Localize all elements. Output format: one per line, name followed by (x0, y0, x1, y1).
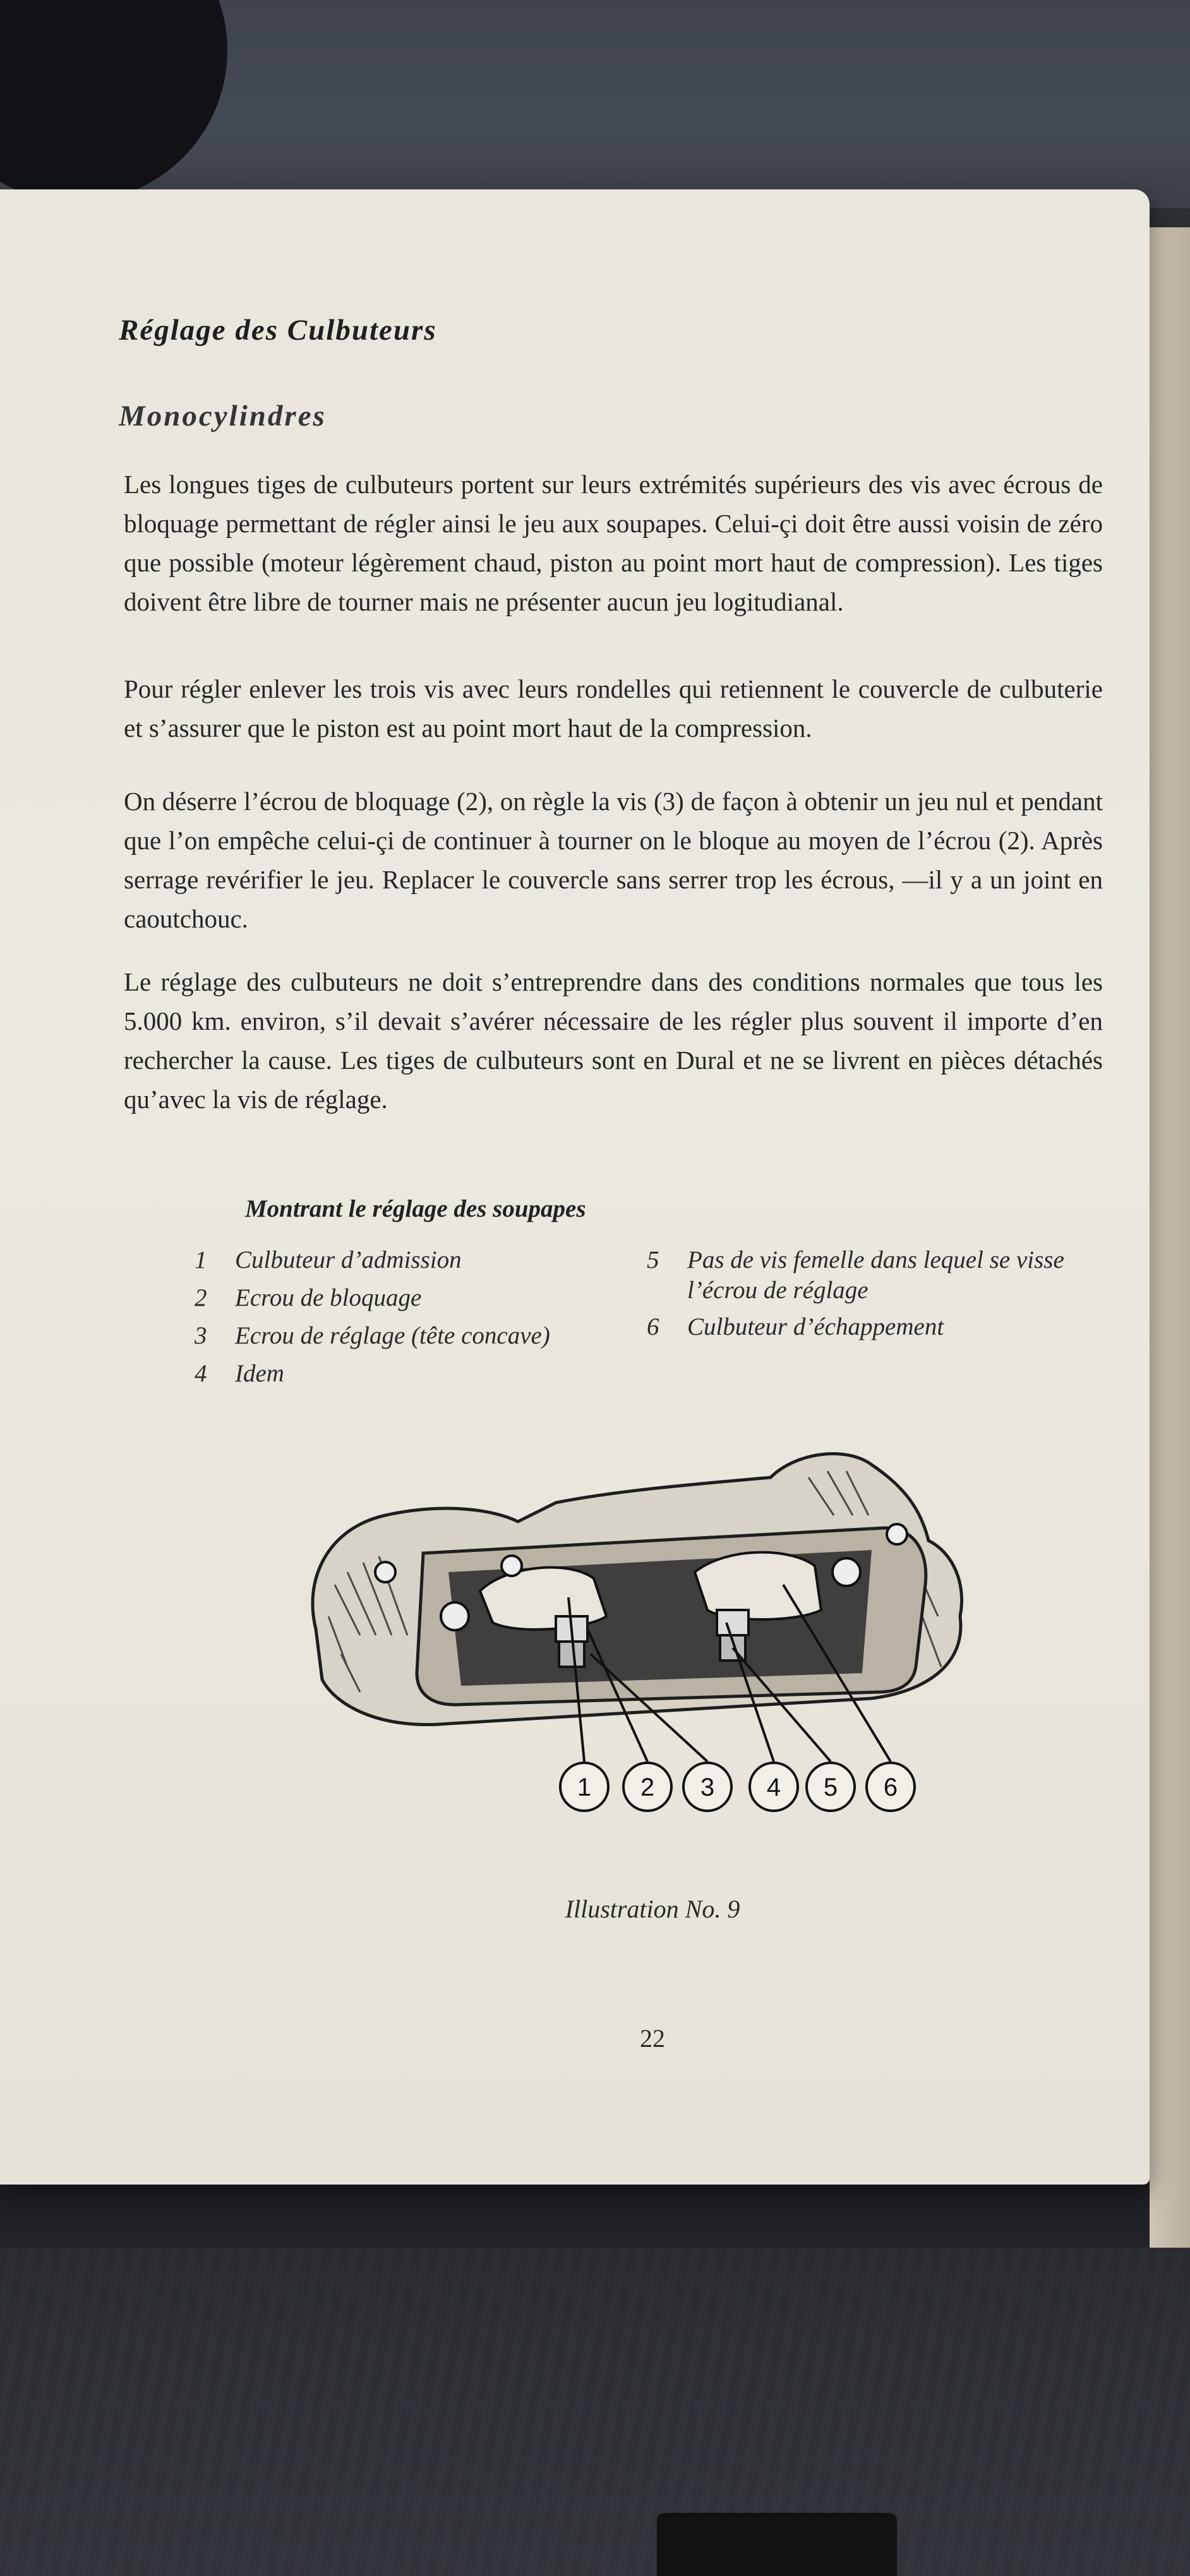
bolt (375, 1562, 395, 1582)
callout-label-1: 1 (577, 1774, 592, 1801)
book-page-edges (1150, 227, 1190, 2248)
bolt (441, 1602, 469, 1630)
callout-label-3: 3 (700, 1774, 715, 1801)
paragraph-4: Le réglage des culbuteurs ne doit s’entreprendre dans des conditions normales que tous les 5.000 km. environ, s’il devait s’avérer nécessaire de les régler plus souvent il importe d’en rechercher la cause. Les tiges de culbuteurs sont en Dural et ne se livrent en pièces détachés qu’avec la vis de réglage. (124, 967, 1103, 1114)
bolt (832, 1558, 860, 1586)
legend-text: Culbuteur d’admission (235, 1246, 462, 1273)
callout-label-5: 5 (823, 1774, 838, 1801)
adjusting-nut (559, 1642, 584, 1667)
section-heading: Réglage des Culbuteurs (119, 314, 437, 347)
exhaust-rocker (695, 1553, 821, 1619)
callout-label-4: 4 (766, 1774, 781, 1801)
page-number: 22 (640, 2024, 665, 2053)
legend-text: Culbuteur d’échappement (687, 1313, 944, 1340)
legend-item (647, 1245, 1127, 1306)
legend-number: 5 (647, 1246, 659, 1273)
paragraph-3: On déserre l’écrou de bloquage (2), on règle la vis (3) de façon à obtenir un jeu nul et pendant que l’on empêche celui-çi de continuer à tourner on le bloque au moyen de l’écrou (2). Après serrage revérifier le jeu. Replacer le couvercle sans serrer trop les écrous, —il y a un joint en caoutchouc. (124, 787, 1103, 933)
callout-label-6: 6 (883, 1774, 898, 1801)
legend-item (195, 1359, 284, 1389)
background-device (657, 2513, 897, 2576)
legend-number: 1 (195, 1246, 207, 1273)
rocker-cover-illustration (291, 1427, 1011, 1856)
legend-text: Pas de vis femelle dans lequel se visse l’écrou de réglage (687, 1246, 1064, 1304)
callout-label-2: 2 (640, 1774, 655, 1801)
legend-number: 4 (195, 1360, 207, 1387)
legend-text: Idem (235, 1360, 284, 1387)
figure-caption-title: Montrant le réglage des soupapes (245, 1195, 586, 1222)
bolt (887, 1524, 907, 1544)
legend-item (195, 1283, 421, 1313)
legend-item (195, 1245, 462, 1275)
book-page (0, 189, 1150, 2185)
illustration-caption: Illustration No. 9 (565, 1895, 740, 1923)
section-subheading: Monocylindres (119, 400, 327, 432)
legend-item (195, 1321, 550, 1351)
legend-number: 3 (195, 1322, 207, 1349)
legend-text: Ecrou de réglage (tête concave) (235, 1322, 550, 1349)
paragraph-1: Les longues tiges de culbuteurs portent sur leurs extrémités supérieurs des vis avec écrous de bloquage permettant de régler ainsi le jeu aux soupapes. Celui-çi doit être aussi voisin de zéro que possible (moteur légèrement chaud, piston au point mort haut de compression). Les tiges doivent être libre de tourner mais ne présenter aucun jeu logitudianal. (124, 470, 1103, 616)
background-fabric (0, 2248, 1190, 2576)
legend-number: 6 (647, 1313, 659, 1340)
legend-item (647, 1312, 1127, 1342)
legend-text: Ecrou de bloquage (235, 1284, 422, 1311)
legend-number: 2 (195, 1284, 207, 1311)
paragraph-2: Pour régler enlever les trois vis avec leurs rondelles qui retiennent le couvercle de culbuterie et s’assurer que le piston est au point mort haut de la compression. (124, 674, 1103, 742)
lock-nut-2 (717, 1610, 748, 1635)
bolt (502, 1556, 522, 1576)
